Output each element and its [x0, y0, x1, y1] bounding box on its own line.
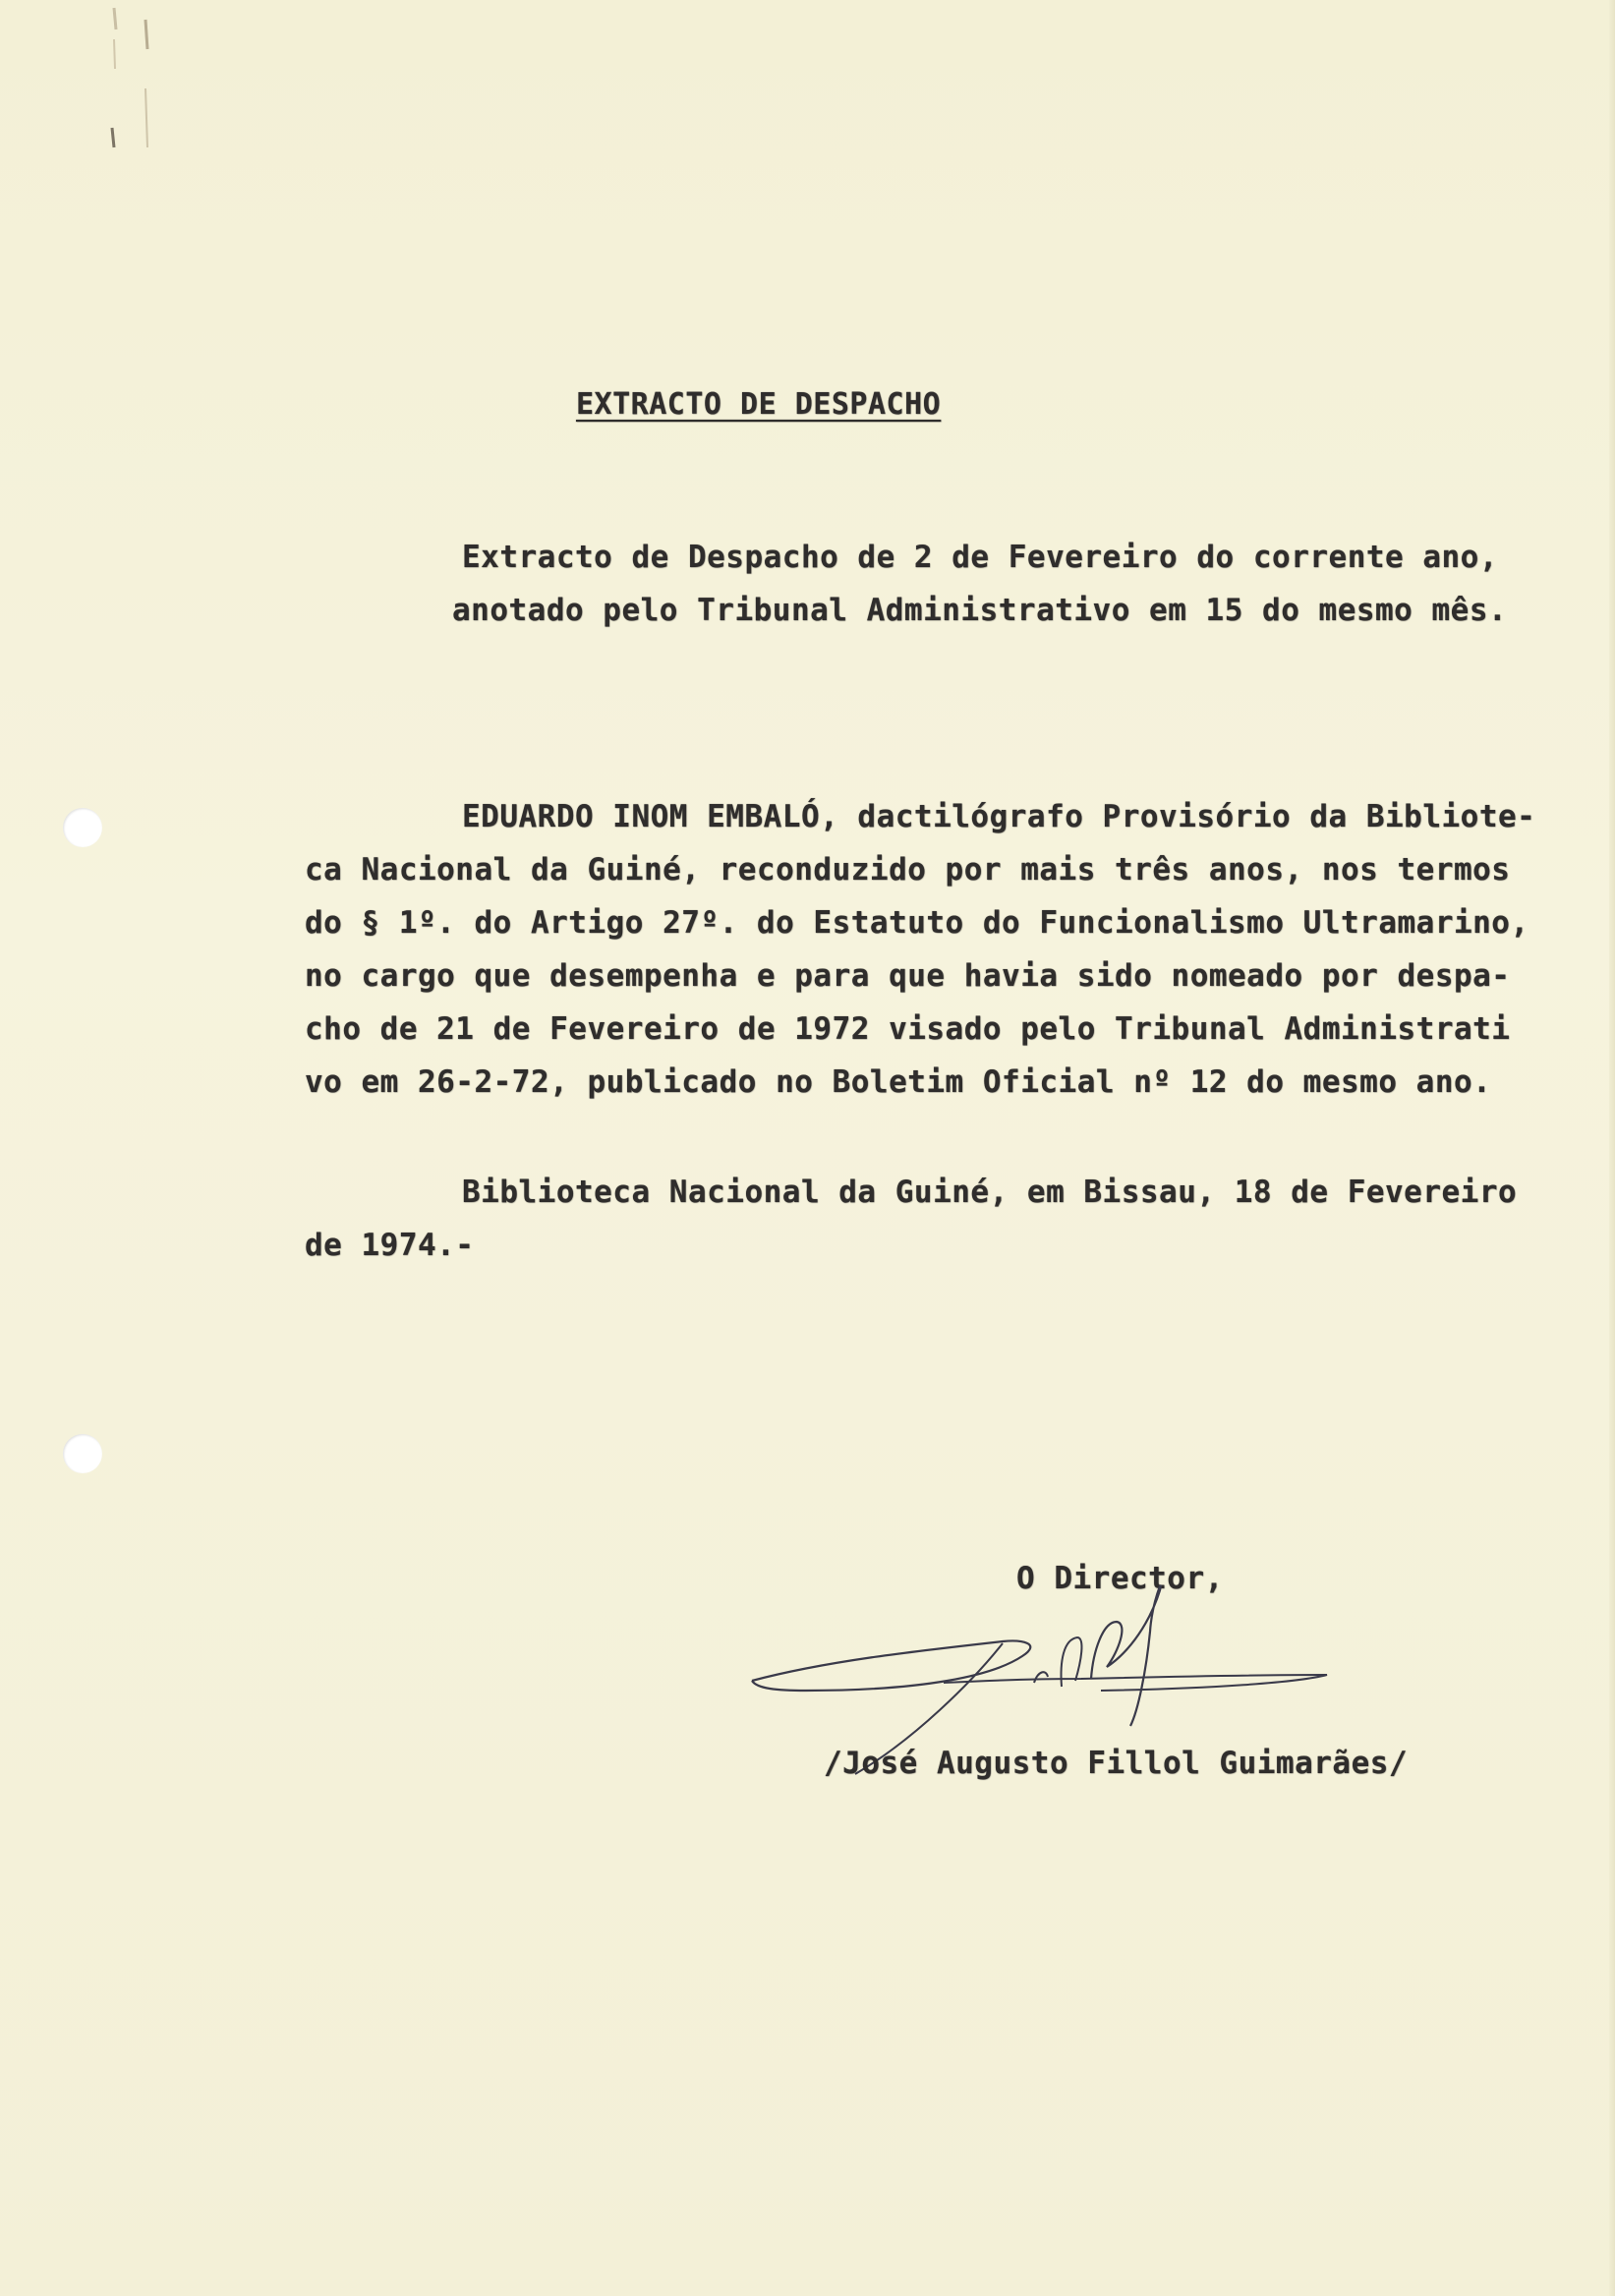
- intro-line-2: anotado pelo Tribunal Administrativo em 15 do mesmo mês.: [452, 593, 1508, 628]
- paper-edge: [1609, 0, 1615, 2296]
- punch-hole-top: [63, 808, 102, 847]
- body-line-3: do § 1º. do Artigo 27º. do Estatuto do Funcionalismo Ultramarino,: [305, 905, 1529, 941]
- place-date-line-2: de 1974.-: [305, 1228, 475, 1263]
- body-paragraph: [305, 790, 1573, 1109]
- body-line-1: EDUARDO INOM EMBALÓ, dactilógrafo Provisório da Bibliote-: [462, 799, 1536, 834]
- intro-line-1: Extracto de Despacho de 2 de Fevereiro do corrente ano,: [462, 540, 1498, 575]
- signature-name: /José Augusto Fillol Guimarães/: [824, 1746, 1409, 1781]
- intro-paragraph: [305, 531, 1573, 637]
- body-line-6: vo em 26-2-72, publicado no Boletim Oficial nº 12 do mesmo ano.: [305, 1064, 1492, 1100]
- place-date-line-1: Biblioteca Nacional da Guiné, em Bissau, 18 de Fevereiro: [462, 1175, 1518, 1210]
- staple-marks: [106, 0, 157, 157]
- body-line-4: no cargo que desempenha e para que havia sido nomeado por despa-: [305, 958, 1511, 994]
- body-line-5: cho de 21 de Fevereiro de 1972 visado pelo Tribunal Administrati: [305, 1011, 1511, 1047]
- place-date-paragraph: [305, 1166, 1573, 1272]
- punch-hole-bottom: [63, 1434, 102, 1473]
- body-line-2: ca Nacional da Guiné, reconduzido por mais três anos, nos termos: [305, 852, 1511, 888]
- signature-title: O Director,: [1016, 1561, 1224, 1596]
- document-heading: EXTRACTO DE DESPACHO: [576, 387, 942, 422]
